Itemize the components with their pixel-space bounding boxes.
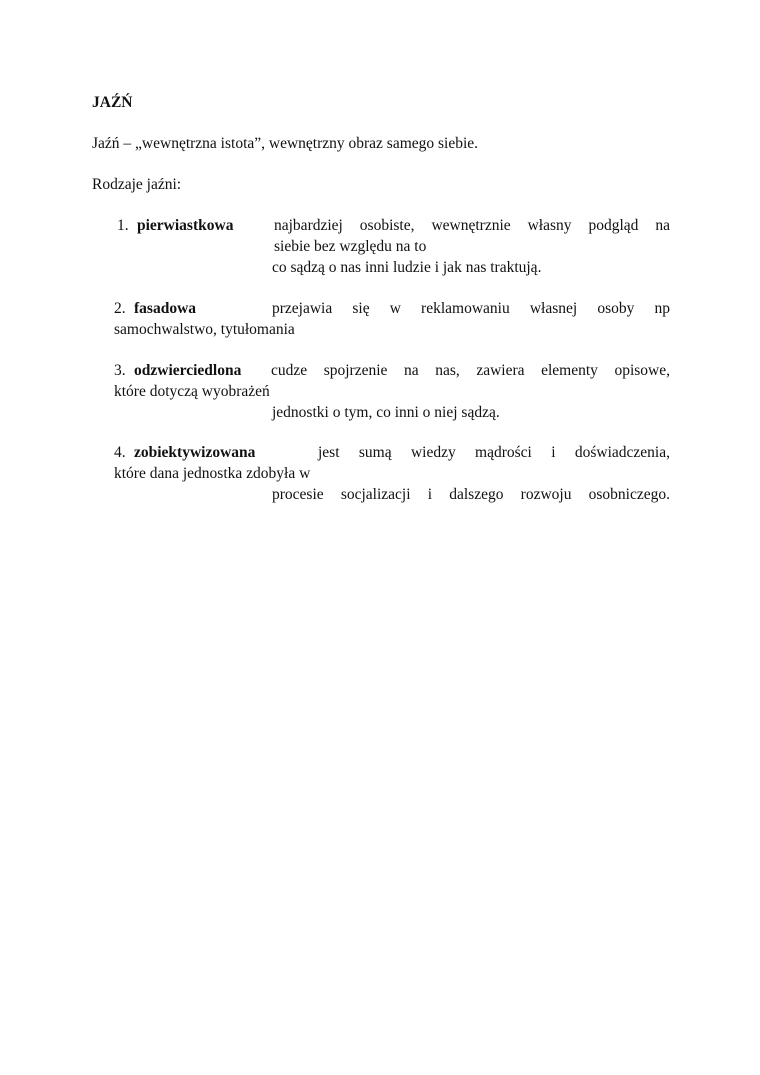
item-number: 1.: [117, 217, 129, 234]
intro-text: Rodzaje jaźni:: [92, 176, 182, 193]
item-description-line: najbardziej osobiste, wewnętrznie własny podgląd na: [274, 217, 670, 234]
definition-text: Jaźń – „wewnętrzna istota”, wewnętrzny obraz samego siebie.: [92, 135, 479, 152]
item-description-line: jest sumą wiedzy mądrości i doświadczenia,: [318, 444, 670, 461]
item-description-line: cudze spojrzenie na nas, zawiera elementy opisowe,: [271, 362, 670, 379]
item-term: odzwierciedlona: [134, 362, 242, 379]
item-description-line: siebie bez względu na to: [274, 238, 427, 255]
item-description-line: samochwalstwo, tytułomania: [114, 321, 295, 338]
item-term: pierwiastkowa: [137, 217, 234, 234]
document-heading: JAŹŃ: [92, 94, 133, 111]
item-description-line: przejawia się w reklamowaniu własnej osoby np: [272, 300, 670, 317]
item-term: zobiektywizowana: [134, 444, 256, 461]
item-term: fasadowa: [134, 300, 197, 317]
item-number: 3.: [114, 362, 126, 379]
item-number: 4.: [114, 444, 126, 461]
item-description-line: które dotyczą wyobrażeń: [114, 383, 270, 400]
item-description-line: które dana jednostka zdobyła w: [114, 465, 311, 482]
item-description-line: co sądzą o nas inni ludzie i jak nas traktują.: [272, 259, 542, 276]
item-description-line: procesie socjalizacji i dalszego rozwoju osobniczego.: [272, 486, 670, 503]
item-description-line: jednostki o tym, co inni o niej sądzą.: [272, 404, 500, 421]
item-number: 2.: [114, 300, 126, 317]
